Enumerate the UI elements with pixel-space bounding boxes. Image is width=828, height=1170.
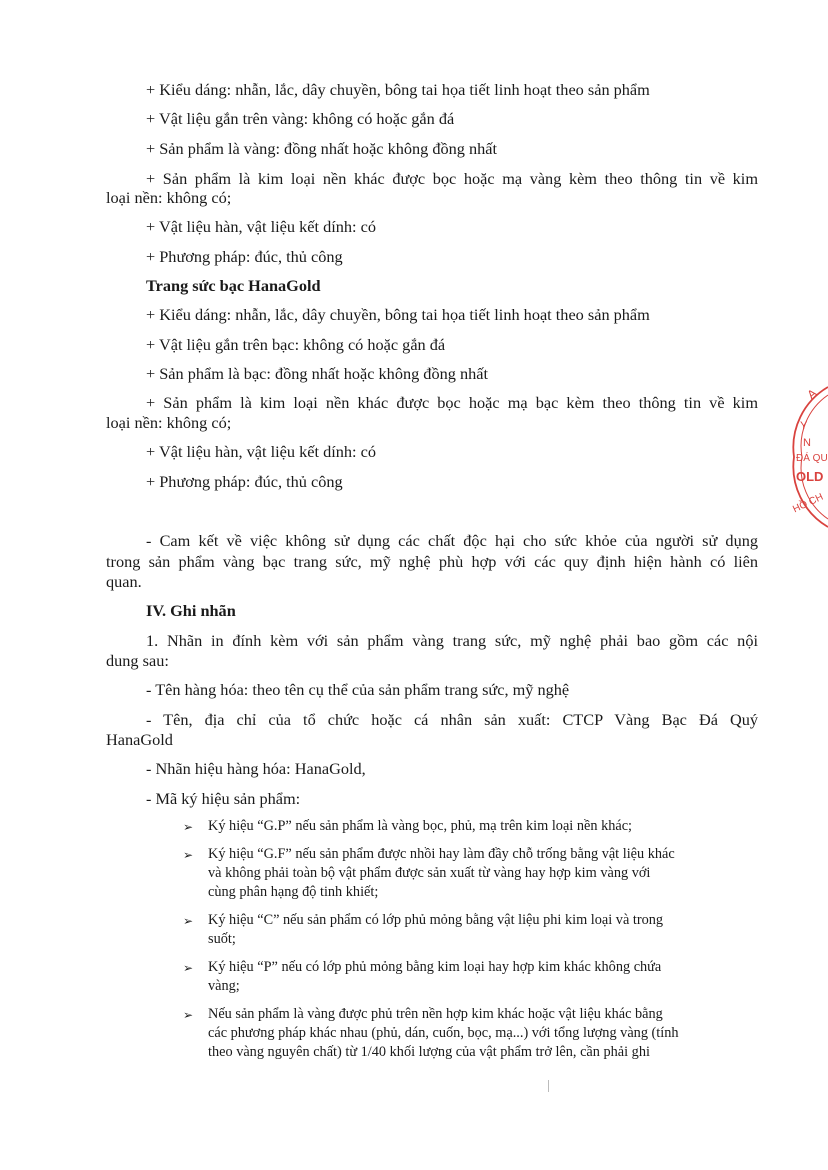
silver-method-line: + Phương pháp: đúc, thủ công [146,472,343,491]
goods-name-line: - Tên hàng hóa: theo tên cụ thể của sản phẩm trang sức, mỹ nghệ [146,680,570,699]
gold-solder-line: + Vật liệu hàn, vật liệu kết dính: có [146,217,376,236]
bullet-c-line-2: suốt; [208,931,236,947]
bullet-p-line-1: Ký hiệu “P” nếu có lớp phủ mỏng bằng kim loại hay hợp kim khác không chứa [208,959,662,975]
bullet-n-line-2: các phương pháp khác nhau (phủ, dán, cuốn, bọc, mạ...) với tổng lượng vàng (tính [208,1025,679,1041]
gold-base-metal-line-2: loại nền: không có; [106,188,232,207]
bullet-n-line-1: Nếu sản phẩm là vàng được phủ trên nền hợp kim khác hoặc vật liệu khác bằng [208,1006,663,1022]
bullet-c-line-1: Ký hiệu “C” nếu sản phẩm có lớp phủ mỏng bằng vật liệu phi kim loại và trong [208,912,664,928]
bullet-gf-line-1: Ký hiệu “G.F” nếu sản phẩm được nhồi hay làm đầy chỗ trống bằng vật liệu khác [208,846,675,862]
silver-base-metal-line-2: loại nền: không có; [106,413,232,432]
bullet-n-line-3: theo vàng nguyên chất) từ 1/40 khối lượng của vật phẩm trở lên, cần phải ghi [208,1044,650,1060]
gold-method-line: + Phương pháp: đúc, thủ công [146,247,343,266]
bullet-gf-line-3: cùng phân hạng độ tinh khiết; [208,884,379,900]
code-heading-line: - Mã ký hiệu sản phẩm: [146,789,301,808]
silver-base-metal-line-1: + Sản phẩm là kim loại nền khác được bọc hoặc mạ bạc kèm theo thông tin về kim [146,393,758,412]
bullet-gp-line: Ký hiệu “G.P” nếu sản phẩm là vàng bọc, phủ, mạ trên kim loại nền khác; [208,818,633,834]
bullet-arrow-icon: ➢ [183,820,194,834]
gold-product-line: + Sản phẩm là vàng: đồng nhất hoặc không đồng nhất [146,139,498,158]
silver-product-line: + Sản phẩm là bạc: đồng nhất hoặc không đồng nhất [146,364,488,383]
stamp-text-4: ĐÁ QU [796,453,828,464]
bullet-p-line-2: vàng; [208,978,240,994]
bullet-arrow-icon: ➢ [183,848,194,862]
gold-material-line: + Vật liệu gắn trên vàng: không có hoặc gắn đá [146,109,455,128]
stamp-text-1: A [804,386,820,402]
stamp-text-6: HỒ CH [791,491,826,516]
gold-style-line: + Kiểu dáng: nhẫn, lắc, dây chuyền, bông tai họa tiết linh hoạt theo sản phẩm [146,80,650,99]
commitment-line-3: quan. [106,572,142,591]
producer-line-1: - Tên, địa chỉ của tổ chức hoặc cá nhân sản xuất: CTCP Vàng Bạc Đá Quý [146,710,758,729]
stamp-text-5: OLD [796,469,824,484]
labeling-intro-line-1: 1. Nhãn in đính kèm với sản phẩm vàng trang sức, mỹ nghệ phải bao gồm các nội [146,631,758,650]
producer-line-2: HanaGold [106,730,173,749]
silver-section-heading: Trang sức bạc HanaGold [146,276,321,295]
bullet-arrow-icon: ➢ [183,961,194,975]
bullet-arrow-icon: ➢ [183,1008,194,1022]
bullet-arrow-icon: ➢ [183,914,194,928]
labeling-heading: IV. Ghi nhãn [146,601,236,620]
labeling-intro-line-2: dung sau: [106,651,169,670]
silver-material-line: + Vật liệu gắn trên bạc: không có hoặc gắn đá [146,335,446,354]
bullet-gf-line-2: và không phải toàn bộ vật phẩm được sản xuất từ vàng hay hợp kim vàng với [208,865,651,881]
brand-line: - Nhãn hiệu hàng hóa: HanaGold, [146,759,366,778]
scan-mark [548,1080,549,1092]
gold-base-metal-line-1: + Sản phẩm là kim loại nền khác được bọc hoặc mạ vàng kèm theo thông tin về kim [146,169,758,188]
commitment-line-1: - Cam kết về việc không sử dụng các chất độc hại cho sức khỏe của người sử dụng [146,531,758,550]
silver-solder-line: + Vật liệu hàn, vật liệu kết dính: có [146,442,376,461]
stamp-text-3: N [803,437,811,449]
silver-style-line: + Kiểu dáng: nhẫn, lắc, dây chuyền, bông tai họa tiết linh hoạt theo sản phẩm [146,305,650,324]
commitment-line-2: trong sản phẩm vàng bạc trang sức, mỹ nghệ phù hợp với các quy định hiện hành có liên [106,552,758,571]
stamp-text-2: Y [800,420,808,432]
